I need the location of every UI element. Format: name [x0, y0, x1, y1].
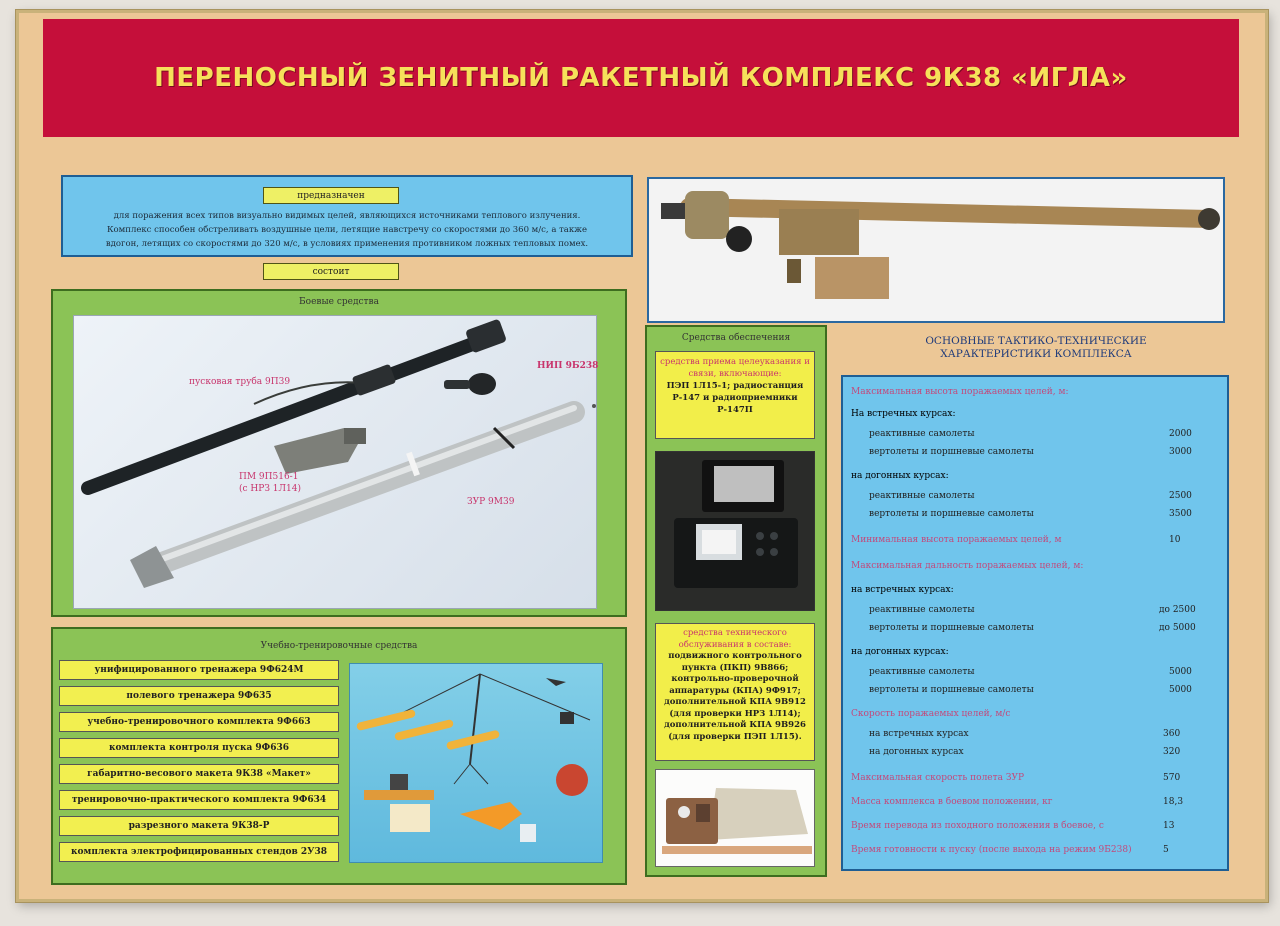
- training-illustration: [350, 664, 604, 864]
- rifle-illustration: [649, 179, 1223, 321]
- training-image: [349, 663, 603, 863]
- composition-label: состоит: [263, 263, 399, 280]
- training-panel: [51, 627, 627, 885]
- combat-image: [73, 315, 597, 609]
- spec-max-height: Максимальная высота поражаемых целей, м:: [851, 387, 1069, 397]
- spec-head-on-2: на встречных курсах:: [851, 585, 954, 595]
- title-banner: [43, 19, 1239, 137]
- training-item: разрезного макета 9К38-Р: [59, 816, 339, 836]
- poster-title: ПЕРЕНОСНЫЙ ЗЕНИТНЫЙ РАКЕТНЫЙ КОМПЛЕКС 9К38 «ИГЛА»: [154, 63, 1128, 93]
- training-item: комплекта электрофицированных стендов 2У38: [59, 842, 339, 862]
- specs-title: ОСНОВНЫЕ ТАКТИКО-ТЕХНИЧЕСКИЕ ХАРАКТЕРИСТИКИ КОМПЛЕКСА: [925, 335, 1147, 360]
- spec-pursuit-2: на догонных курсах:: [851, 647, 949, 657]
- nip-label: НИП 9Б238: [537, 361, 599, 371]
- training-item: унифицированного тренажера 9Ф624М: [59, 660, 339, 680]
- training-item: габаритно-весового макета 9К38 «Макет»: [59, 764, 339, 784]
- spec-target-speed: Скорость поражаемых целей, м/с: [851, 709, 1011, 719]
- training-item: полевого тренажера 9Ф635: [59, 686, 339, 706]
- spec-pursuit-1: на догонных курсах:: [851, 471, 949, 481]
- purpose-label: предназначен: [263, 187, 399, 204]
- combat-panel: [51, 289, 627, 617]
- training-item: учебно-тренировочного комплекта 9Ф663: [59, 712, 339, 732]
- missile-label: ЗУР 9М39: [467, 497, 515, 507]
- spec-head-on-1: На встречных курсах:: [851, 409, 956, 419]
- device-photo: [655, 451, 815, 611]
- purpose-panel: [61, 175, 633, 257]
- training-item: комплекта контроля пуска 9Ф636: [59, 738, 339, 758]
- support-panel: [645, 325, 827, 877]
- support-box-comm: средства приема целеуказания и связи, включающие: ПЭП 1Л15-1; радиостанция Р-147 и радиоприемники Р-147П: [655, 351, 815, 439]
- pm-label: ПМ 9П516-1 (с НРЗ 1Л14): [239, 472, 301, 494]
- training-title: Учебно-тренировочные средства: [260, 641, 418, 651]
- combat-title: Боевые средства: [299, 297, 379, 307]
- specs-panel: Максимальная высота поражаемых целей, м: На встречных курсах: реактивные самолеты 2000 вертолеты и поршневые самолеты 3000 на догонных курсах: реактивные самолеты 2500 вертолеты и поршневые самолеты 3500 Минимальная высота поражаемых целей, м 10 Максимальная дальность поражаемых целей, м: на встречных курсах: реактивные самолеты до 2500 вертолеты и поршневые самолеты до 5000 на догонных курсах: реактивные самолеты 5000 вертолеты и поршневые самолеты 5000 Скорость поражаемых целей, м/с на встречных курсах 360 на догонных курсах 320 Максимальная скорость полета ЗУР 570 Масса комплекса в боевом положении, кг 18,3 Время перевода из походного положения в боевое, с 13 Время готовности к пуску (после выхода на режим 9Б238) 5: [841, 375, 1229, 871]
- rifle-photo: [647, 177, 1225, 323]
- vehicle-illustration: [656, 770, 814, 866]
- spec-max-range: Максимальная дальность поражаемых целей, м:: [851, 561, 1084, 571]
- vehicle-photo: [655, 769, 815, 867]
- support-box-maintenance: средства технического обслуживания в составе: подвижного контрольного пункта (ПКП) 9В866; контрольно-проверочной аппаратуры (КПА) 9Ф917; дополнительной КПА 9В912 (для проверки НРЗ 1Л14); дополнительной КПА 9В926 (для проверки ПЭП 1Л15).: [655, 623, 815, 761]
- training-item: тренировочно-практического комплекта 9Ф634: [59, 790, 339, 810]
- device-illustration: [656, 452, 814, 610]
- launch-tube-label: пусковая труба 9П39: [189, 377, 291, 387]
- purpose-text: для поражения всех типов визуально видимых целей, являющихся источниками теплового излучения. Комплекс способен обстреливать воздушные цели, летящие навстречу со скоростями до 360 м/с, а также вдогон, летящих со скоростями до 320 м/с, в условиях применения противником ложных тепловых помех.: [105, 211, 589, 249]
- combat-illustration: [74, 316, 598, 610]
- support-title: Средства обеспечения: [681, 333, 791, 343]
- poster: [16, 10, 1268, 902]
